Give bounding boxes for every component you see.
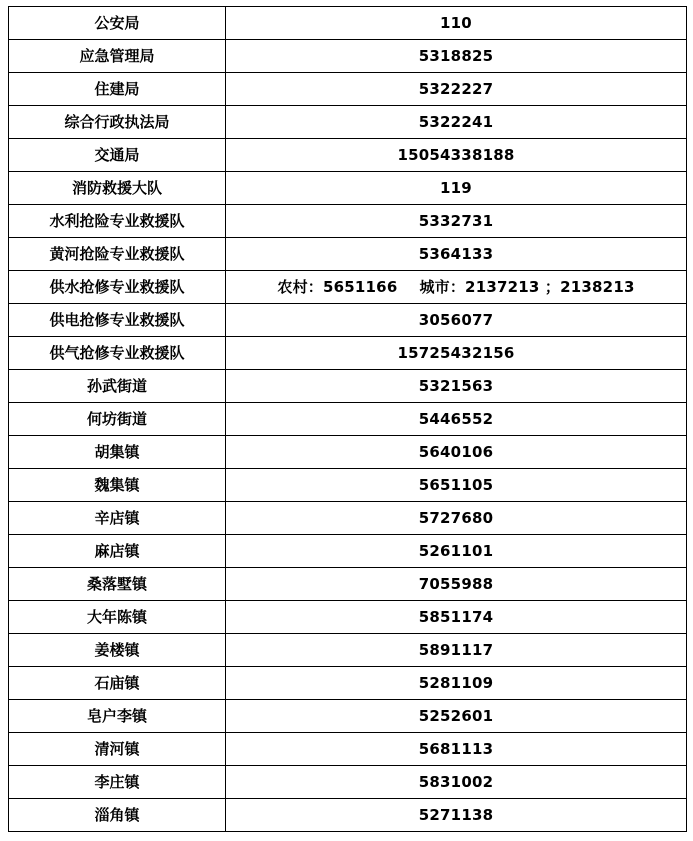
unit-name-cell: 辛店镇 xyxy=(9,502,226,535)
unit-name-cell: 魏集镇 xyxy=(9,469,226,502)
contacts-table-body xyxy=(9,7,687,832)
table-row xyxy=(9,370,687,403)
unit-name-cell: 住建局 xyxy=(9,73,226,106)
table-row xyxy=(9,271,687,304)
unit-name-cell: 消防救援大队 xyxy=(9,172,226,205)
phone-cell: 5727680 xyxy=(226,502,687,535)
unit-name-cell: 供水抢修专业救援队 xyxy=(9,271,226,304)
table-row xyxy=(9,601,687,634)
table-row xyxy=(9,667,687,700)
unit-name-cell: 供气抢修专业救援队 xyxy=(9,337,226,370)
unit-name-cell: 应急管理局 xyxy=(9,40,226,73)
table-row xyxy=(9,7,687,40)
table-row xyxy=(9,469,687,502)
phone-cell: 5446552 xyxy=(226,403,687,436)
phone-cell: 5252601 xyxy=(226,700,687,733)
phone-cell: 5831002 xyxy=(226,766,687,799)
unit-name-cell: 胡集镇 xyxy=(9,436,226,469)
table-row xyxy=(9,436,687,469)
phone-cell: 3056077 xyxy=(226,304,687,337)
unit-name-cell: 供电抢修专业救援队 xyxy=(9,304,226,337)
phone-cell: 5364133 xyxy=(226,238,687,271)
unit-name-cell: 李庄镇 xyxy=(9,766,226,799)
unit-name-cell: 石庙镇 xyxy=(9,667,226,700)
table-row xyxy=(9,172,687,205)
table-row xyxy=(9,139,687,172)
unit-name-cell: 孙武街道 xyxy=(9,370,226,403)
unit-name-cell: 交通局 xyxy=(9,139,226,172)
table-row xyxy=(9,766,687,799)
unit-name-cell: 淄角镇 xyxy=(9,799,226,832)
phone-cell: 5891117 xyxy=(226,634,687,667)
unit-name-cell: 水利抢险专业救援队 xyxy=(9,205,226,238)
table-row xyxy=(9,106,687,139)
unit-name-cell: 大年陈镇 xyxy=(9,601,226,634)
table-row xyxy=(9,73,687,106)
unit-name-cell: 皂户李镇 xyxy=(9,700,226,733)
phone-cell: 119 xyxy=(226,172,687,205)
phone-cell-multi xyxy=(226,271,687,304)
phone-rural: 农村：5651166 xyxy=(277,278,398,296)
table-row xyxy=(9,238,687,271)
phone-cell: 5322241 xyxy=(226,106,687,139)
table-row xyxy=(9,205,687,238)
unit-name-cell: 清河镇 xyxy=(9,733,226,766)
phone-cell: 5321563 xyxy=(226,370,687,403)
unit-name-cell: 公安局 xyxy=(9,7,226,40)
table-row xyxy=(9,700,687,733)
contacts-table xyxy=(8,6,687,832)
table-row xyxy=(9,568,687,601)
table-row xyxy=(9,502,687,535)
table-row xyxy=(9,634,687,667)
phone-cell: 5640106 xyxy=(226,436,687,469)
phone-cell: 5332731 xyxy=(226,205,687,238)
table-row xyxy=(9,337,687,370)
phone-cell: 5681113 xyxy=(226,733,687,766)
phone-cell: 5651105 xyxy=(226,469,687,502)
phone-cell: 5322227 xyxy=(226,73,687,106)
table-row xyxy=(9,733,687,766)
table-row xyxy=(9,403,687,436)
phone-cell: 7055988 xyxy=(226,568,687,601)
unit-name-cell: 黄河抢险专业救援队 xyxy=(9,238,226,271)
unit-name-cell: 姜楼镇 xyxy=(9,634,226,667)
table-row xyxy=(9,304,687,337)
table-row xyxy=(9,535,687,568)
phone-cell: 5271138 xyxy=(226,799,687,832)
phone-cell: 5851174 xyxy=(226,601,687,634)
unit-name-cell: 麻店镇 xyxy=(9,535,226,568)
table-row xyxy=(9,799,687,832)
phone-urban: 城市：2137213 ；2138213 xyxy=(419,278,635,296)
unit-name-cell: 何坊街道 xyxy=(9,403,226,436)
phone-cell: 5281109 xyxy=(226,667,687,700)
phone-cell: 15054338188 xyxy=(226,139,687,172)
phone-cell: 15725432156 xyxy=(226,337,687,370)
phone-cell: 5318825 xyxy=(226,40,687,73)
table-row xyxy=(9,40,687,73)
phone-cell: 110 xyxy=(226,7,687,40)
phone-cell: 5261101 xyxy=(226,535,687,568)
unit-name-cell: 综合行政执法局 xyxy=(9,106,226,139)
unit-name-cell: 桑落墅镇 xyxy=(9,568,226,601)
